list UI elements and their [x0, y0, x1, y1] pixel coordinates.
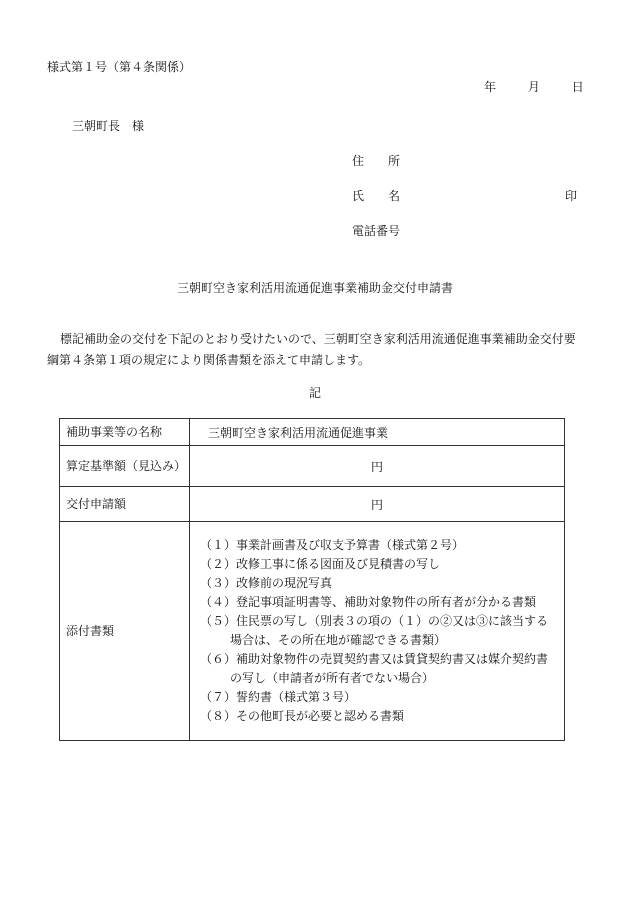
requested-amount-value: 円	[190, 487, 565, 522]
list-item: （２）改修工事に係る図面及び見積書の写し	[200, 557, 441, 571]
applicant-address-label: 住 所	[352, 154, 401, 168]
applicant-name-label: 氏 名	[352, 189, 401, 203]
attachments-list	[198, 536, 558, 726]
form-number: 様式第１号（第４条関係）	[47, 60, 192, 74]
list-item: （４）登記事項証明書等、補助対象物件の所有者が分かる書類	[200, 595, 537, 609]
list-item: （５）住民票の写し（別表３の項の（１）の②又は③に該当する場合は、その所在地が確認できる書類）	[200, 614, 549, 647]
date-day: 日	[571, 80, 584, 94]
applicant-phone-label: 電話番号	[352, 224, 401, 238]
body-paragraph: 標記補助金の交付を下記のとおり受けたいので、三朝町空き家利活用流通促進事業補助金交付要綱第４条第１項の規定により関係書類を添えて申請します。	[47, 332, 576, 367]
date-month: 月	[527, 80, 540, 94]
attachments-label: 添付書類	[60, 522, 190, 741]
list-item: （７）誓約書（様式第３号）	[200, 690, 357, 704]
project-name-label: 補助事業等の名称	[60, 419, 190, 446]
base-amount-value: 円	[190, 446, 565, 487]
seal-mark: 印	[564, 189, 577, 203]
list-item: （６）補助対象物件の売買契約書又は賃貸契約書又は媒介契約書の写し（申請者が所有者でない場合）	[200, 652, 549, 685]
base-amount-label: 算定基準額（見込み）	[60, 446, 190, 487]
addressee: 三朝町長 様	[72, 119, 145, 133]
list-item: （８）その他町長が必要と認める書類	[200, 709, 405, 723]
table-row	[60, 487, 565, 522]
list-item: （１）事業計画書及び収支予算書（様式第２号）	[200, 538, 465, 552]
application-table	[59, 418, 565, 741]
project-name-value: 三朝町空き家利活用流通促進事業	[190, 419, 565, 446]
date-year: 年	[484, 80, 497, 94]
attachments-cell	[190, 522, 565, 741]
document-title: 三朝町空き家利活用流通促進事業補助金交付申請書	[176, 281, 453, 295]
table-row	[60, 522, 565, 741]
ki-heading: 記	[308, 386, 321, 400]
table-row	[60, 419, 565, 446]
table-row	[60, 446, 565, 487]
requested-amount-label: 交付申請額	[60, 487, 190, 522]
applicant-name-row	[352, 187, 577, 204]
date-line	[484, 78, 584, 95]
list-item: （３）改修前の現況写真	[200, 576, 333, 590]
